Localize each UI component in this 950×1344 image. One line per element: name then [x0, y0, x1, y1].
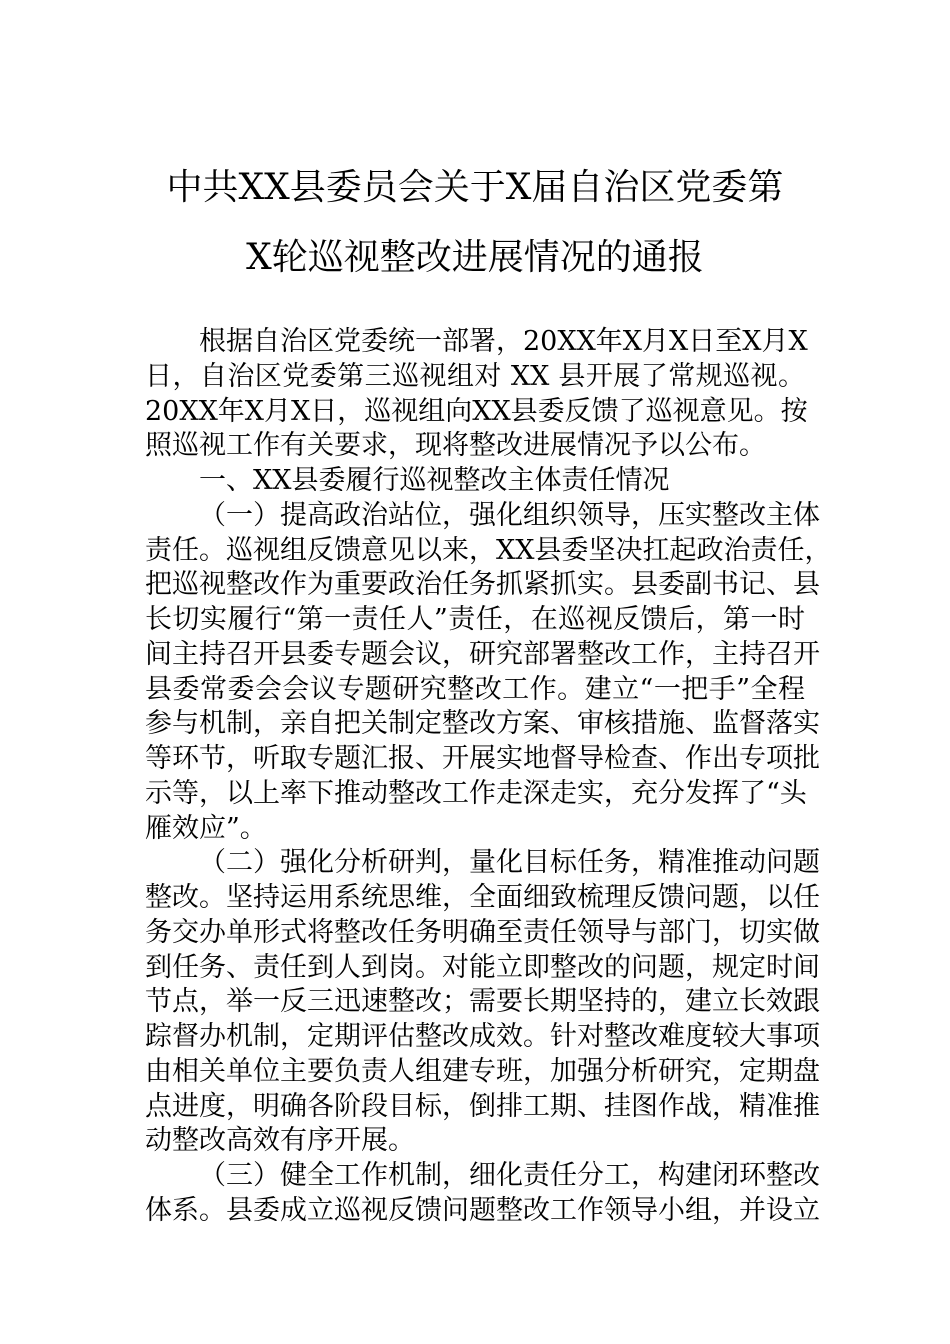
body-text-line: 示等，以上率下推动整改工作走深走实，充分发挥了“头 — [145, 777, 807, 809]
body-text-line: （三）健全工作机制，细化责任分工，构建闭环整改 — [199, 1160, 820, 1191]
body-text-line: 由相关单位主要负责人组建专班，加强分析研究，定期盘 — [145, 1055, 820, 1087]
body-text-line: 雁效应”。 — [145, 812, 267, 844]
body-text-line: 县委常委会会议专题研究整改工作。建立“一把手”全程 — [145, 673, 805, 705]
body-text-line: 根据自治区党委统一部署，20XX年X月X日至X月X — [199, 326, 808, 357]
body-text-line: （二）强化分析研判，量化目标任务，精准推动问题 — [199, 847, 820, 879]
body-text-line: 长切实履行“第一责任人”责任，在巡视反馈后，第一时 — [145, 604, 805, 635]
body-text-line: 务交办单形式将整改任务明确至责任领导与部门，切实做 — [145, 916, 820, 948]
body-text-line: 动整改高效有序开展。 — [145, 1125, 415, 1157]
document-title-line-1: 中共XX县委员会关于X届自治区党委第 — [166, 167, 784, 208]
document-title-line-2: X轮巡视整改进展情况的通报 — [246, 237, 704, 278]
body-text-line: 参与机制，亲自把关制定整改方案、审核措施、监督落实 — [145, 708, 820, 740]
body-text-line: 责任。巡视组反馈意见以来，XX县委坚决扛起政治责任， — [145, 534, 832, 566]
body-text-line: 节点，举一反三迅速整改；需要长期坚持的，建立长效跟 — [145, 986, 820, 1018]
body-text-line: 把巡视整改作为重要政治任务抓紧抓实。县委副书记、县 — [145, 569, 820, 601]
body-text-line: 间主持召开县委专题会议，研究部署整改工作，主持召开 — [145, 638, 820, 670]
body-text-line: 20XX年X月X日，巡视组向XX县委反馈了巡视意见。按 — [145, 395, 808, 427]
body-text-line: 踪督办机制，定期评估整改成效。针对整改难度较大事项 — [145, 1021, 820, 1052]
body-text-line: 日，自治区党委第三巡视组对 XX 县开展了常规巡视。 — [145, 360, 805, 392]
body-text-line: 体系。县委成立巡视反馈问题整改工作领导小组，并设立 — [145, 1194, 820, 1226]
body-text-line: 点进度，明确各阶段目标，倒排工期、挂图作战，精准推 — [145, 1090, 820, 1122]
body-text-line: （一）提高政治站位，强化组织领导，压实整改主体 — [199, 499, 820, 531]
body-text-line: 整改。坚持运用系统思维，全面细致梳理反馈问题，以任 — [145, 882, 820, 913]
body-text-line: 照巡视工作有关要求，现将整改进展情况予以公布。 — [145, 430, 766, 462]
body-text-line: 一、XX县委履行巡视整改主体责任情况 — [199, 465, 670, 496]
body-text-line: 等环节，听取专题汇报、开展实地督导检查、作出专项批 — [145, 743, 820, 774]
body-text-line: 到任务、责任到人到岗。对能立即整改的问题，规定时间 — [145, 951, 820, 983]
